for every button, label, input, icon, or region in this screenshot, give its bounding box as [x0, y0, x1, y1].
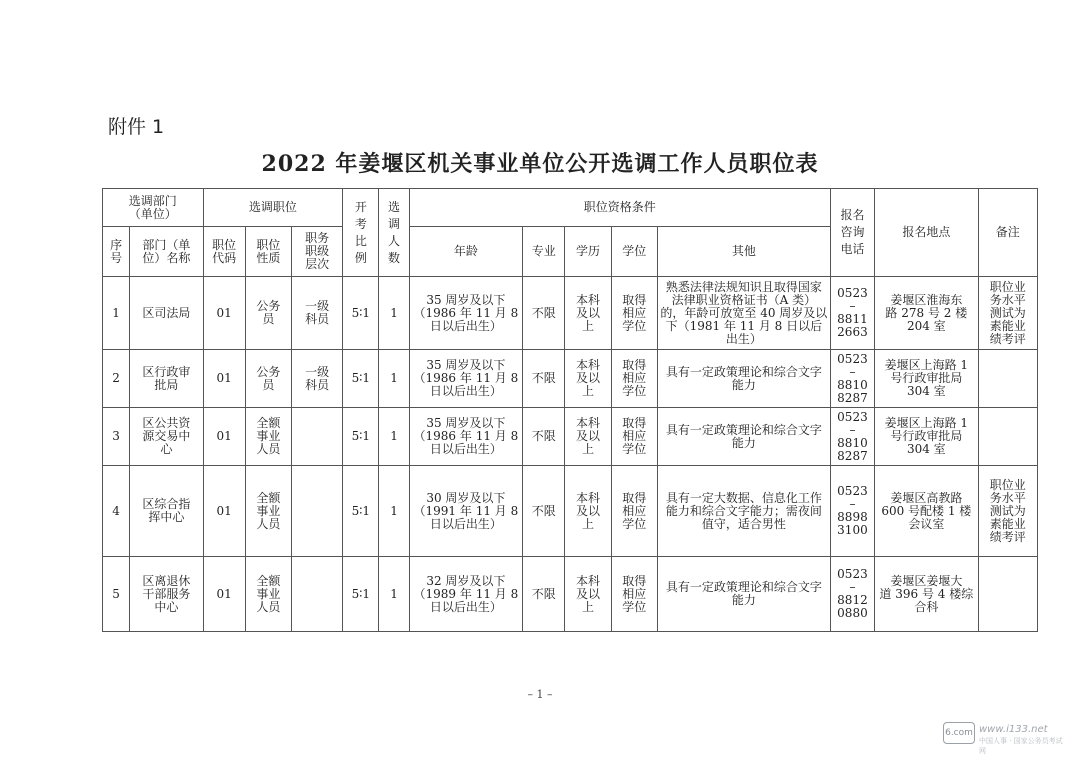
cell-education: 本科 及以 上: [565, 557, 611, 632]
header-other: 其他: [657, 227, 830, 277]
cell-code: 01: [203, 350, 245, 408]
cell-remarks: [978, 557, 1037, 632]
cell-code: 01: [203, 408, 245, 466]
header-major: 专业: [523, 227, 565, 277]
cell-dept: 区司法局: [130, 277, 203, 350]
cell-remarks: 职位业 务水平 测试为 素能业 绩考评: [978, 466, 1037, 557]
header-seq: 序 号: [103, 227, 130, 277]
page-title: 2022 年姜堰区机关事业单位公开选调工作人员职位表: [261, 151, 819, 177]
cell-remarks: [978, 408, 1037, 466]
cell-major: 不限: [523, 557, 565, 632]
watermark-site: www.i133.net: [979, 724, 1048, 735]
cell-degree: 取得 相应 学位: [611, 277, 657, 350]
cell-seq: 4: [103, 466, 130, 557]
cell-age: 35 周岁及以下 （1986 年 11 月 8 日以后出生）: [409, 277, 523, 350]
cell-level: [291, 557, 342, 632]
cell-age: 35 周岁及以下 （1986 年 11 月 8 日以后出生）: [409, 350, 523, 408]
cell-level: [291, 466, 342, 557]
cell-location: 姜堰区高教路 600 号配楼 1 楼 会议室: [875, 466, 979, 557]
cell-count: 1: [379, 408, 409, 466]
cell-education: 本科 及以 上: [565, 350, 611, 408]
cell-other: 具有一定大数据、信息化工作能力和综合文字能力；需夜间值守，适合男性: [657, 466, 830, 557]
header-age: 年龄: [409, 227, 523, 277]
watermark-sub: 中国人事 · 国家公务员考试网: [979, 737, 1063, 755]
cell-level: 一级 科员: [291, 277, 342, 350]
cell-seq: 2: [103, 350, 130, 408]
cell-education: 本科 及以 上: [565, 466, 611, 557]
cell-education: 本科 及以 上: [565, 408, 611, 466]
header-pos-level: 职务 职级 层次: [291, 227, 342, 277]
cell-age: 30 周岁及以下 （1991 年 11 月 8 日以后出生）: [409, 466, 523, 557]
cell-phone: 0523 – 8810 8287: [830, 408, 874, 466]
cell-code: 01: [203, 277, 245, 350]
cell-ratio: 5∶1: [343, 557, 379, 632]
header-education: 学历: [565, 227, 611, 277]
header-location: 报名地点: [875, 189, 979, 277]
cell-seq: 5: [103, 557, 130, 632]
cell-nature: 全额 事业 人员: [245, 408, 291, 466]
cell-degree: 取得 相应 学位: [611, 350, 657, 408]
header-row-1: [103, 189, 1038, 227]
table-row: [103, 350, 1038, 408]
cell-ratio: 5∶1: [343, 466, 379, 557]
cell-count: 1: [379, 557, 409, 632]
cell-seq: 1: [103, 277, 130, 350]
positions-table: [102, 188, 1038, 632]
attachment-label: 附件 1: [108, 116, 165, 138]
header-degree: 学位: [611, 227, 657, 277]
table-row: [103, 557, 1038, 632]
cell-location: 姜堰区淮海东 路 278 号 2 楼 204 室: [875, 277, 979, 350]
cell-code: 01: [203, 557, 245, 632]
cell-phone: 0523 – 8898 3100: [830, 466, 874, 557]
cell-level: 一级 科员: [291, 350, 342, 408]
cell-nature: 全额 事业 人员: [245, 557, 291, 632]
cell-seq: 3: [103, 408, 130, 466]
header-position-group: 选调职位: [203, 189, 343, 227]
cell-location: 姜堰区姜堰大 道 396 号 4 楼综 合科: [875, 557, 979, 632]
cell-ratio: 5∶1: [343, 408, 379, 466]
header-remarks: 备注: [978, 189, 1037, 277]
cell-ratio: 5∶1: [343, 277, 379, 350]
cell-degree: 取得 相应 学位: [611, 466, 657, 557]
cell-count: 1: [379, 277, 409, 350]
cell-phone: 0523 – 8812 0880: [830, 557, 874, 632]
cell-code: 01: [203, 466, 245, 557]
cell-major: 不限: [523, 466, 565, 557]
cell-count: 1: [379, 466, 409, 557]
cell-dept: 区公共资 源交易中 心: [130, 408, 203, 466]
header-qualifications-group: 职位资格条件: [409, 189, 830, 227]
cell-degree: 取得 相应 学位: [611, 557, 657, 632]
watermark: [943, 720, 1063, 755]
header-pos-nature: 职位 性质: [245, 227, 291, 277]
header-count: 选 调 人 数: [379, 189, 409, 277]
header-phone: 报名 咨询 电话: [830, 189, 874, 277]
cell-dept: 区行政审 批局: [130, 350, 203, 408]
page-number: – 1 –: [527, 688, 553, 701]
cell-location: 姜堰区上海路 1 号行政审批局 304 室: [875, 350, 979, 408]
table-row: [103, 466, 1038, 557]
header-pos-code: 职位 代码: [203, 227, 245, 277]
cell-age: 32 周岁及以下 （1989 年 11 月 8 日以后出生）: [409, 557, 523, 632]
cell-nature: 公务 员: [245, 350, 291, 408]
cell-major: 不限: [523, 408, 565, 466]
table-row: [103, 408, 1038, 466]
cell-dept: 区离退休 干部服务 中心: [130, 557, 203, 632]
cell-nature: 全额 事业 人员: [245, 466, 291, 557]
header-ratio: 开 考 比 例: [343, 189, 379, 277]
watermark-badge: 6.com: [943, 722, 975, 744]
header-dept-group: 选调部门 （单位）: [103, 189, 204, 227]
cell-other: 具有一定政策理论和综合文字能力: [657, 350, 830, 408]
header-dept-name: 部门（单 位）名称: [130, 227, 203, 277]
cell-other: 具有一定政策理论和综合文字能力: [657, 557, 830, 632]
cell-remarks: 职位业 务水平 测试为 素能业 绩考评: [978, 277, 1037, 350]
cell-level: [291, 408, 342, 466]
cell-phone: 0523 – 8810 8287: [830, 350, 874, 408]
cell-nature: 公务 员: [245, 277, 291, 350]
cell-remarks: [978, 350, 1037, 408]
cell-count: 1: [379, 350, 409, 408]
cell-other: 具有一定政策理论和综合文字能力: [657, 408, 830, 466]
cell-location: 姜堰区上海路 1 号行政审批局 304 室: [875, 408, 979, 466]
cell-degree: 取得 相应 学位: [611, 408, 657, 466]
cell-major: 不限: [523, 277, 565, 350]
table-row: [103, 277, 1038, 350]
cell-dept: 区综合指 挥中心: [130, 466, 203, 557]
cell-age: 35 周岁及以下 （1986 年 11 月 8 日以后出生）: [409, 408, 523, 466]
cell-phone: 0523 – 8811 2663: [830, 277, 874, 350]
cell-other: 熟悉法律法规知识且取得国家法律职业资格证书（A 类）的，年龄可放宽至 40 周岁及以下（1981 年 11 月 8 日以后出生）: [657, 277, 830, 350]
cell-major: 不限: [523, 350, 565, 408]
cell-ratio: 5∶1: [343, 350, 379, 408]
cell-education: 本科 及以 上: [565, 277, 611, 350]
